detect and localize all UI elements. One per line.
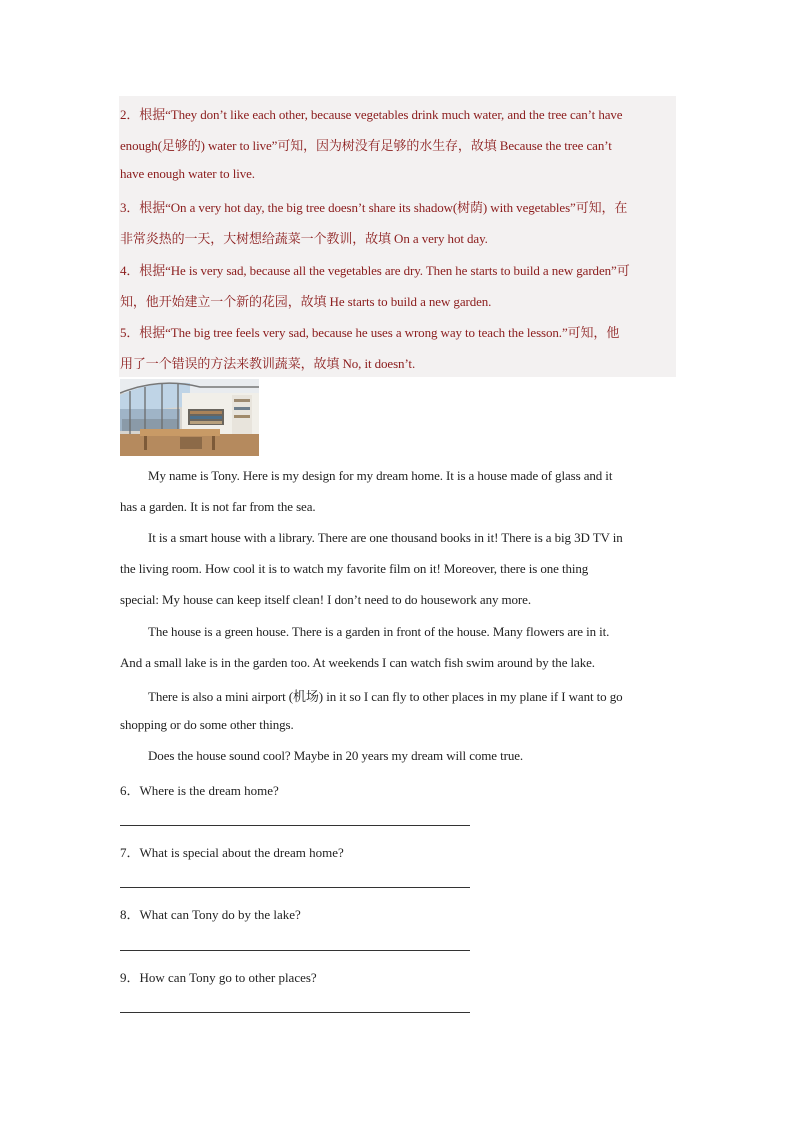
answer-line: have enough water to live. xyxy=(120,166,255,181)
passage-line: My name is Tony. Here is my design for my dream home. It is a house made of glass and it xyxy=(148,468,613,483)
glass-house-interior-photo xyxy=(120,379,259,456)
answer-line-6[interactable] xyxy=(120,825,470,826)
passage-line: special: My house can keep itself clean! I don’t need to do housework any more. xyxy=(120,592,531,607)
answer-line: 5．根据“The big tree feels very sad, because he uses a wrong way to teach the lesson.”可知，他 xyxy=(120,325,620,340)
question-8: 8．What can Tony do by the lake? xyxy=(120,907,301,922)
answer-line: enough(足够的) water to live”可知，因为树没有足够的水生存，故填 Because the tree can’t xyxy=(120,138,612,153)
question-6: 6．Where is the dream home? xyxy=(120,783,279,798)
question-9: 9．How can Tony go to other places? xyxy=(120,970,317,985)
passage-line: There is also a mini airport (机场) in it so I can fly to other places in my plane if I want to go xyxy=(148,689,623,704)
answer-line: 用了一个错误的方法来教训蔬菜，故填 No, it doesn’t. xyxy=(120,356,416,371)
answer-line: 2．根据“They don’t like each other, because vegetables drink much water, and the tree can’t have xyxy=(120,107,623,122)
answer-line-9[interactable] xyxy=(120,1012,470,1013)
answer-line: 知，他开始建立一个新的花园，故填 He starts to build a new garden. xyxy=(120,294,492,309)
answer-line-8[interactable] xyxy=(120,950,470,951)
answer-line: 4．根据“He is very sad, because all the vegetables are dry. Then he starts to build a new garden”可 xyxy=(120,263,630,278)
passage-line: shopping or do some other things. xyxy=(120,717,294,732)
answer-line-7[interactable] xyxy=(120,887,470,888)
answer-line: 3．根据“On a very hot day, the big tree doesn’t share its shadow(树荫) with vegetables”可知，在 xyxy=(120,200,628,215)
answer-explanations-box xyxy=(119,96,676,377)
passage-line: Does the house sound cool? Maybe in 20 years my dream will come true. xyxy=(148,748,524,763)
passage-line: The house is a green house. There is a garden in front of the house. Many flowers are in it. xyxy=(148,624,610,639)
question-7: 7．What is special about the dream home? xyxy=(120,845,344,860)
passage-line: the living room. How cool it is to watch my favorite film on it! Moreover, there is one thing xyxy=(120,561,589,576)
passage-line: has a garden. It is not far from the sea. xyxy=(120,499,316,514)
passage-line: It is a smart house with a library. There are one thousand books in it! There is a big 3D TV in xyxy=(148,530,623,545)
passage-line: And a small lake is in the garden too. At weekends I can watch fish swim around by the lake. xyxy=(120,655,595,670)
answer-line: 非常炎热的一天，大树想给蔬菜一个教训，故填 On a very hot day. xyxy=(120,231,488,246)
